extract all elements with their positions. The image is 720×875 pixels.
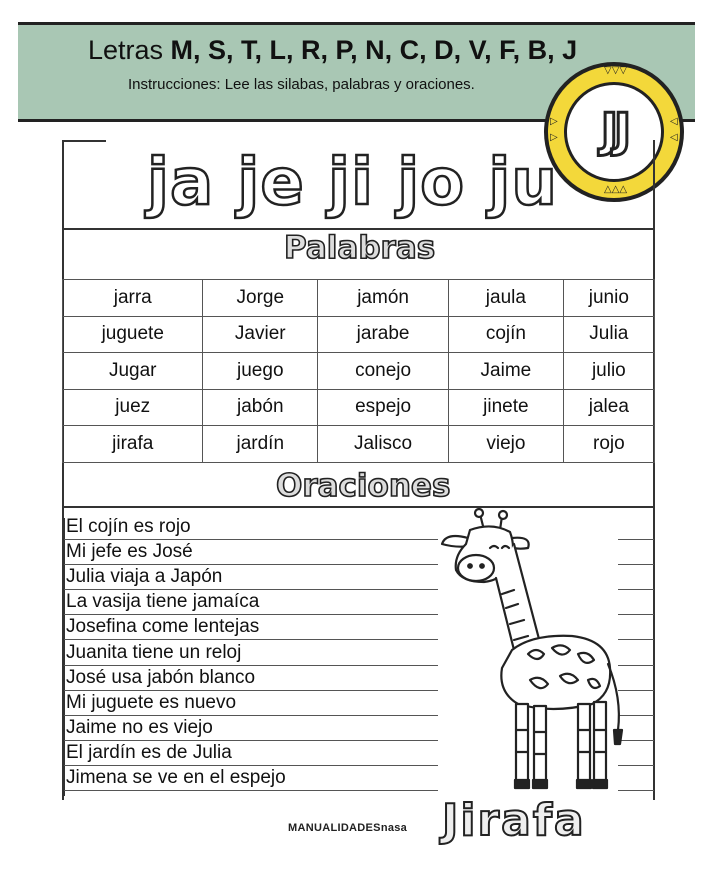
word-cell: juez	[63, 389, 203, 426]
word-cell: viejo	[449, 426, 564, 463]
word-cell: conejo	[318, 353, 449, 390]
table-row	[63, 316, 655, 353]
sentence-item: Mi jefe es José	[66, 541, 193, 563]
word-cell: juguete	[63, 316, 203, 353]
instructions-text: Instrucciones: Lee las silabas, palabras y oraciones.	[128, 76, 475, 93]
brand-credit: MANUALIDADESnasa	[288, 822, 408, 834]
word-cell: Jaime	[449, 353, 564, 390]
word-cell: espejo	[318, 389, 449, 426]
word-cell: jinete	[449, 389, 564, 426]
sentence-item: José usa jabón blanco	[66, 666, 256, 688]
word-cell: jamón	[318, 280, 449, 317]
sentences-left-rule	[63, 518, 65, 796]
word-cell: jardín	[203, 426, 318, 463]
table-row	[63, 280, 655, 317]
sentence-item: Juanita tiene un reloj	[66, 641, 242, 663]
table-row	[63, 389, 655, 426]
sentence-underline	[64, 765, 438, 766]
table-row	[63, 353, 655, 390]
word-cell: jaula	[449, 280, 564, 317]
picture-word: Jirafa	[442, 795, 586, 846]
sentence-item: La vasija tiene jamaíca	[66, 591, 260, 613]
title-prefix: Letras	[88, 35, 171, 65]
oraciones-title: Oraciones	[276, 468, 451, 504]
worksheet-title	[88, 35, 577, 66]
title-letters: M, S, T, L, R, P, N, C, D, V, F, B, J	[170, 35, 578, 65]
sentence-underline	[64, 589, 438, 590]
letter-badge: ▽▽▽ △△△ ▷ ▷ ◁ ◁ JJ	[544, 62, 684, 202]
word-cell: jarra	[63, 280, 203, 317]
word-cell: Julia	[563, 316, 654, 353]
syllables-box	[62, 138, 655, 228]
sentence-item: Josefina come lentejas	[66, 616, 260, 638]
word-cell: julio	[563, 353, 654, 390]
word-cell: Jorge	[203, 280, 318, 317]
sentence-item: Jaime no es viejo	[66, 716, 213, 738]
word-cell: jarabe	[318, 316, 449, 353]
word-cell: juego	[203, 353, 318, 390]
table-row	[63, 426, 655, 463]
palabras-title: Palabras	[284, 230, 436, 266]
word-cell: rojo	[563, 426, 654, 463]
sentence-underline	[64, 665, 438, 666]
sentence-underline	[64, 539, 438, 540]
word-cell: Jugar	[63, 353, 203, 390]
sentence-underline	[64, 564, 438, 565]
word-cell: Jalisco	[318, 426, 449, 463]
sentence-underline	[64, 690, 438, 691]
word-cell: cojín	[449, 316, 564, 353]
word-cell: jirafa	[63, 426, 203, 463]
sentence-item: El cojín es rojo	[66, 516, 191, 537]
sentence-underline	[64, 639, 438, 640]
word-cell: jalea	[563, 389, 654, 426]
sentence-underline	[64, 740, 438, 741]
words-table	[62, 279, 655, 463]
sentence-underline	[64, 715, 438, 716]
giraffe-illustration	[432, 508, 628, 798]
sentence-item: El jardín es de Julia	[66, 741, 232, 763]
sentence-item: Mi juguete es nuevo	[66, 691, 237, 713]
sentence-item: Julia viaja a Japón	[66, 566, 223, 588]
word-cell: Javier	[203, 316, 318, 353]
sentence-underline	[64, 790, 438, 791]
sentence-underline	[64, 614, 438, 615]
badge-letters: JJ	[600, 103, 628, 157]
sentence-item: Jimena se ve en el espejo	[66, 767, 286, 788]
syllables-text: ja je ji jo ju	[147, 146, 558, 220]
word-cell: jabón	[203, 389, 318, 426]
word-cell: junio	[563, 280, 654, 317]
